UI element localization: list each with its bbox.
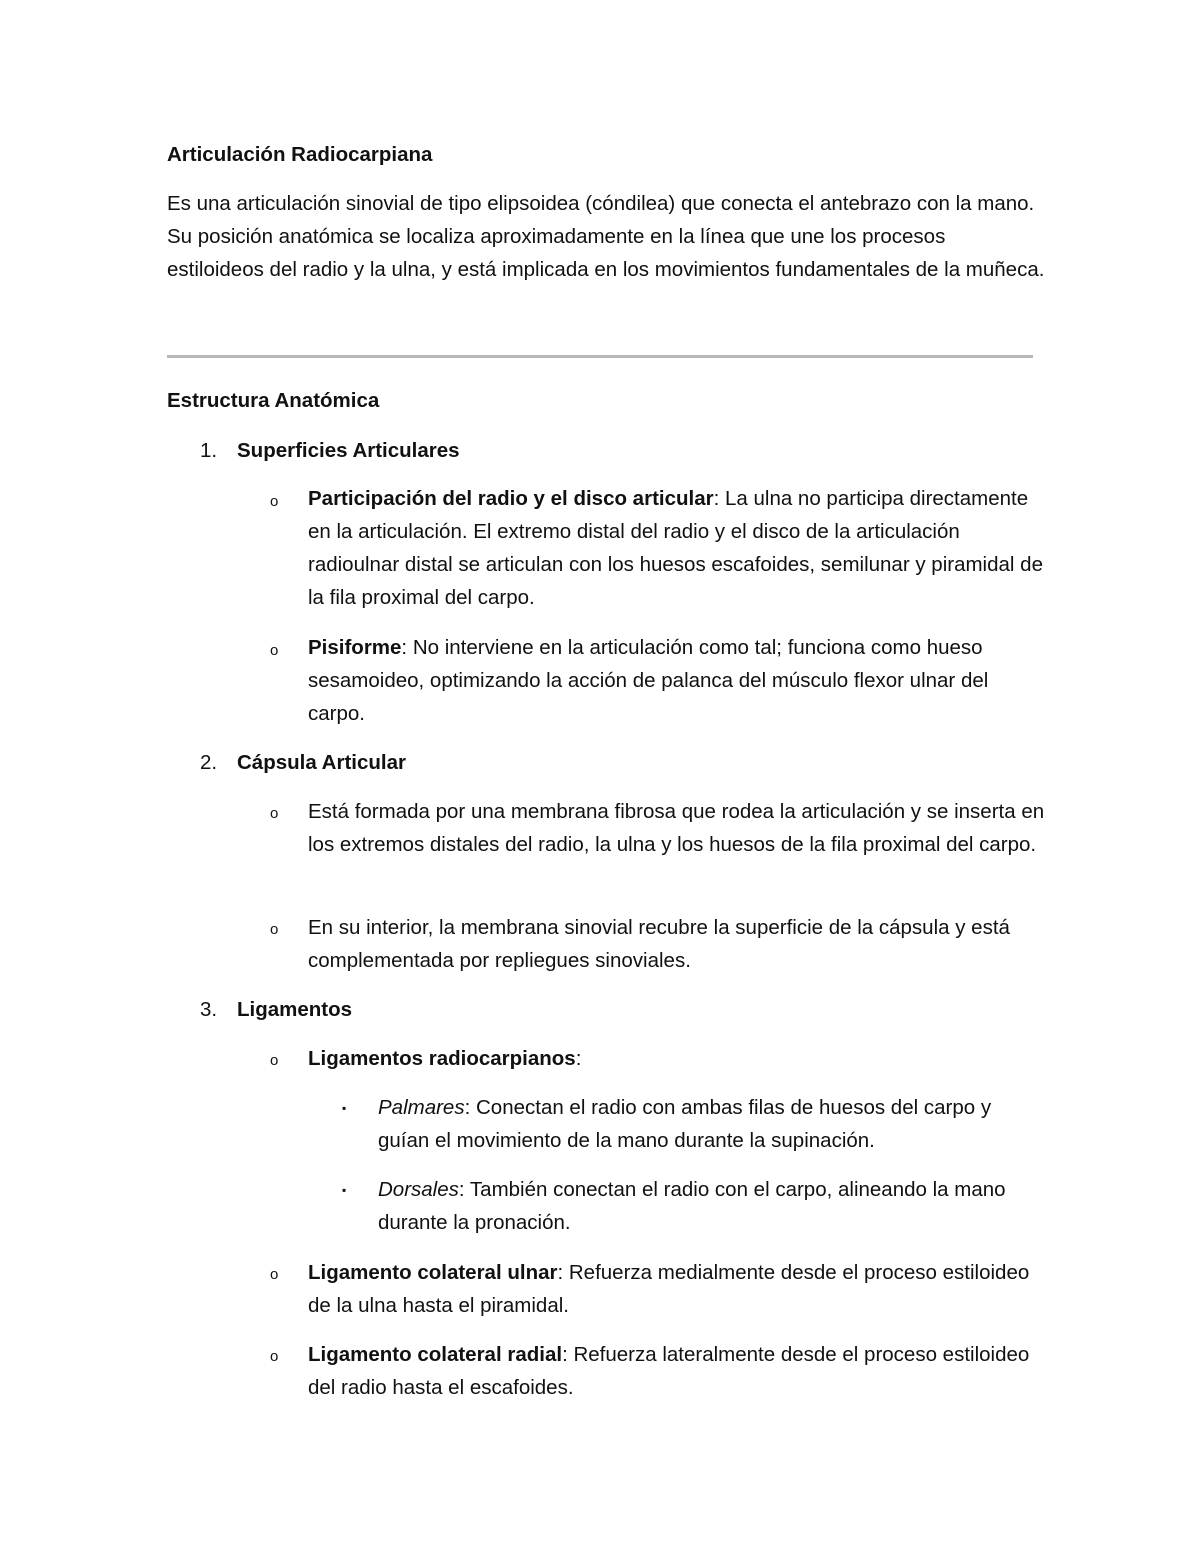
bullet-item-term: Palmares: [378, 1096, 465, 1119]
sub-item: [308, 1338, 1048, 1404]
bullet-item: [378, 1091, 1048, 1157]
circle-bullet-icon: o: [270, 1052, 279, 1069]
horizontal-rule: [167, 355, 1033, 358]
sub-item-text: : Refuerza medialmente desde el proceso estiloideo de la ulna hasta el piramidal.: [308, 1261, 1030, 1317]
bullet-item-text: : También conectan el radio con el carpo, alineando la mano durante la pronación.: [378, 1178, 1006, 1234]
square-bullet-icon: ▪: [342, 1183, 347, 1197]
list-number: 2.: [200, 751, 218, 774]
sub-item-text: : La ulna no participa directamente en la articulación. El extremo distal del radio y el disco de la articulación radioulnar distal se articulan con los huesos escafoides, semilunar y piramidal de la fila proximal del carpo.: [308, 487, 1043, 609]
circle-bullet-icon: o: [270, 1266, 279, 1283]
list-item-heading: Cápsula Articular: [237, 751, 406, 774]
list-item-heading: Ligamentos: [237, 998, 353, 1021]
sub-item-term: Participación del radio y el disco articular: [308, 487, 714, 510]
circle-bullet-icon: o: [270, 642, 279, 659]
circle-bullet-icon: o: [270, 493, 279, 510]
sub-item-term: Ligamento colateral ulnar: [308, 1261, 558, 1284]
list-number: 1.: [200, 439, 218, 462]
intro-paragraph: Es una articulación sinovial de tipo elipsoidea (cóndilea) que conecta el antebrazo con la mano. Su posición anatómica se localiza aproximadamente en la línea que une los procesos estiloideos del radio y la ulna, y está implicada en los movimientos fundamentales de la muñeca.: [167, 192, 1045, 281]
document-title: Articulación Radiocarpiana: [167, 143, 433, 166]
sub-item: En su interior, la membrana sinovial recubre la superficie de la cápsula y está complementada por repliegues sinoviales.: [308, 916, 1010, 972]
bullet-item-term: Dorsales: [378, 1178, 459, 1201]
sub-item-text: : No interviene en la articulación como tal; funciona como hueso sesamoideo, optimizando la acción de palanca del músculo flexor ulnar del carpo.: [308, 636, 989, 725]
section-title: Estructura Anatómica: [167, 389, 380, 412]
sub-item-text: :: [575, 1047, 582, 1070]
list-number: 3.: [200, 998, 218, 1021]
bullet-item: [378, 1173, 1048, 1239]
square-bullet-icon: ▪: [342, 1101, 347, 1115]
circle-bullet-icon: o: [270, 805, 279, 822]
sub-item: [308, 1042, 1048, 1075]
sub-item-term: Ligamentos radiocarpianos: [308, 1047, 576, 1070]
sub-item-term: Ligamento colateral radial: [308, 1343, 563, 1366]
sub-item-text: : Refuerza lateralmente desde el proceso estiloideo del radio hasta el escafoides.: [308, 1343, 1030, 1399]
sub-item: [308, 482, 1048, 614]
bullet-item-text: : Conectan el radio con ambas filas de huesos del carpo y guían el movimiento de la mano durante la supinación.: [378, 1096, 992, 1152]
sub-item: [308, 1256, 1048, 1322]
circle-bullet-icon: o: [270, 921, 279, 938]
sub-item: [308, 631, 1048, 730]
circle-bullet-icon: o: [270, 1348, 279, 1365]
sub-item-term: Pisiforme: [308, 636, 402, 659]
list-item-heading: Superficies Articulares: [237, 439, 460, 462]
sub-item: Está formada por una membrana fibrosa que rodea la articulación y se inserta en los extremos distales del radio, la ulna y los huesos de la fila proximal del carpo.: [308, 800, 1045, 856]
